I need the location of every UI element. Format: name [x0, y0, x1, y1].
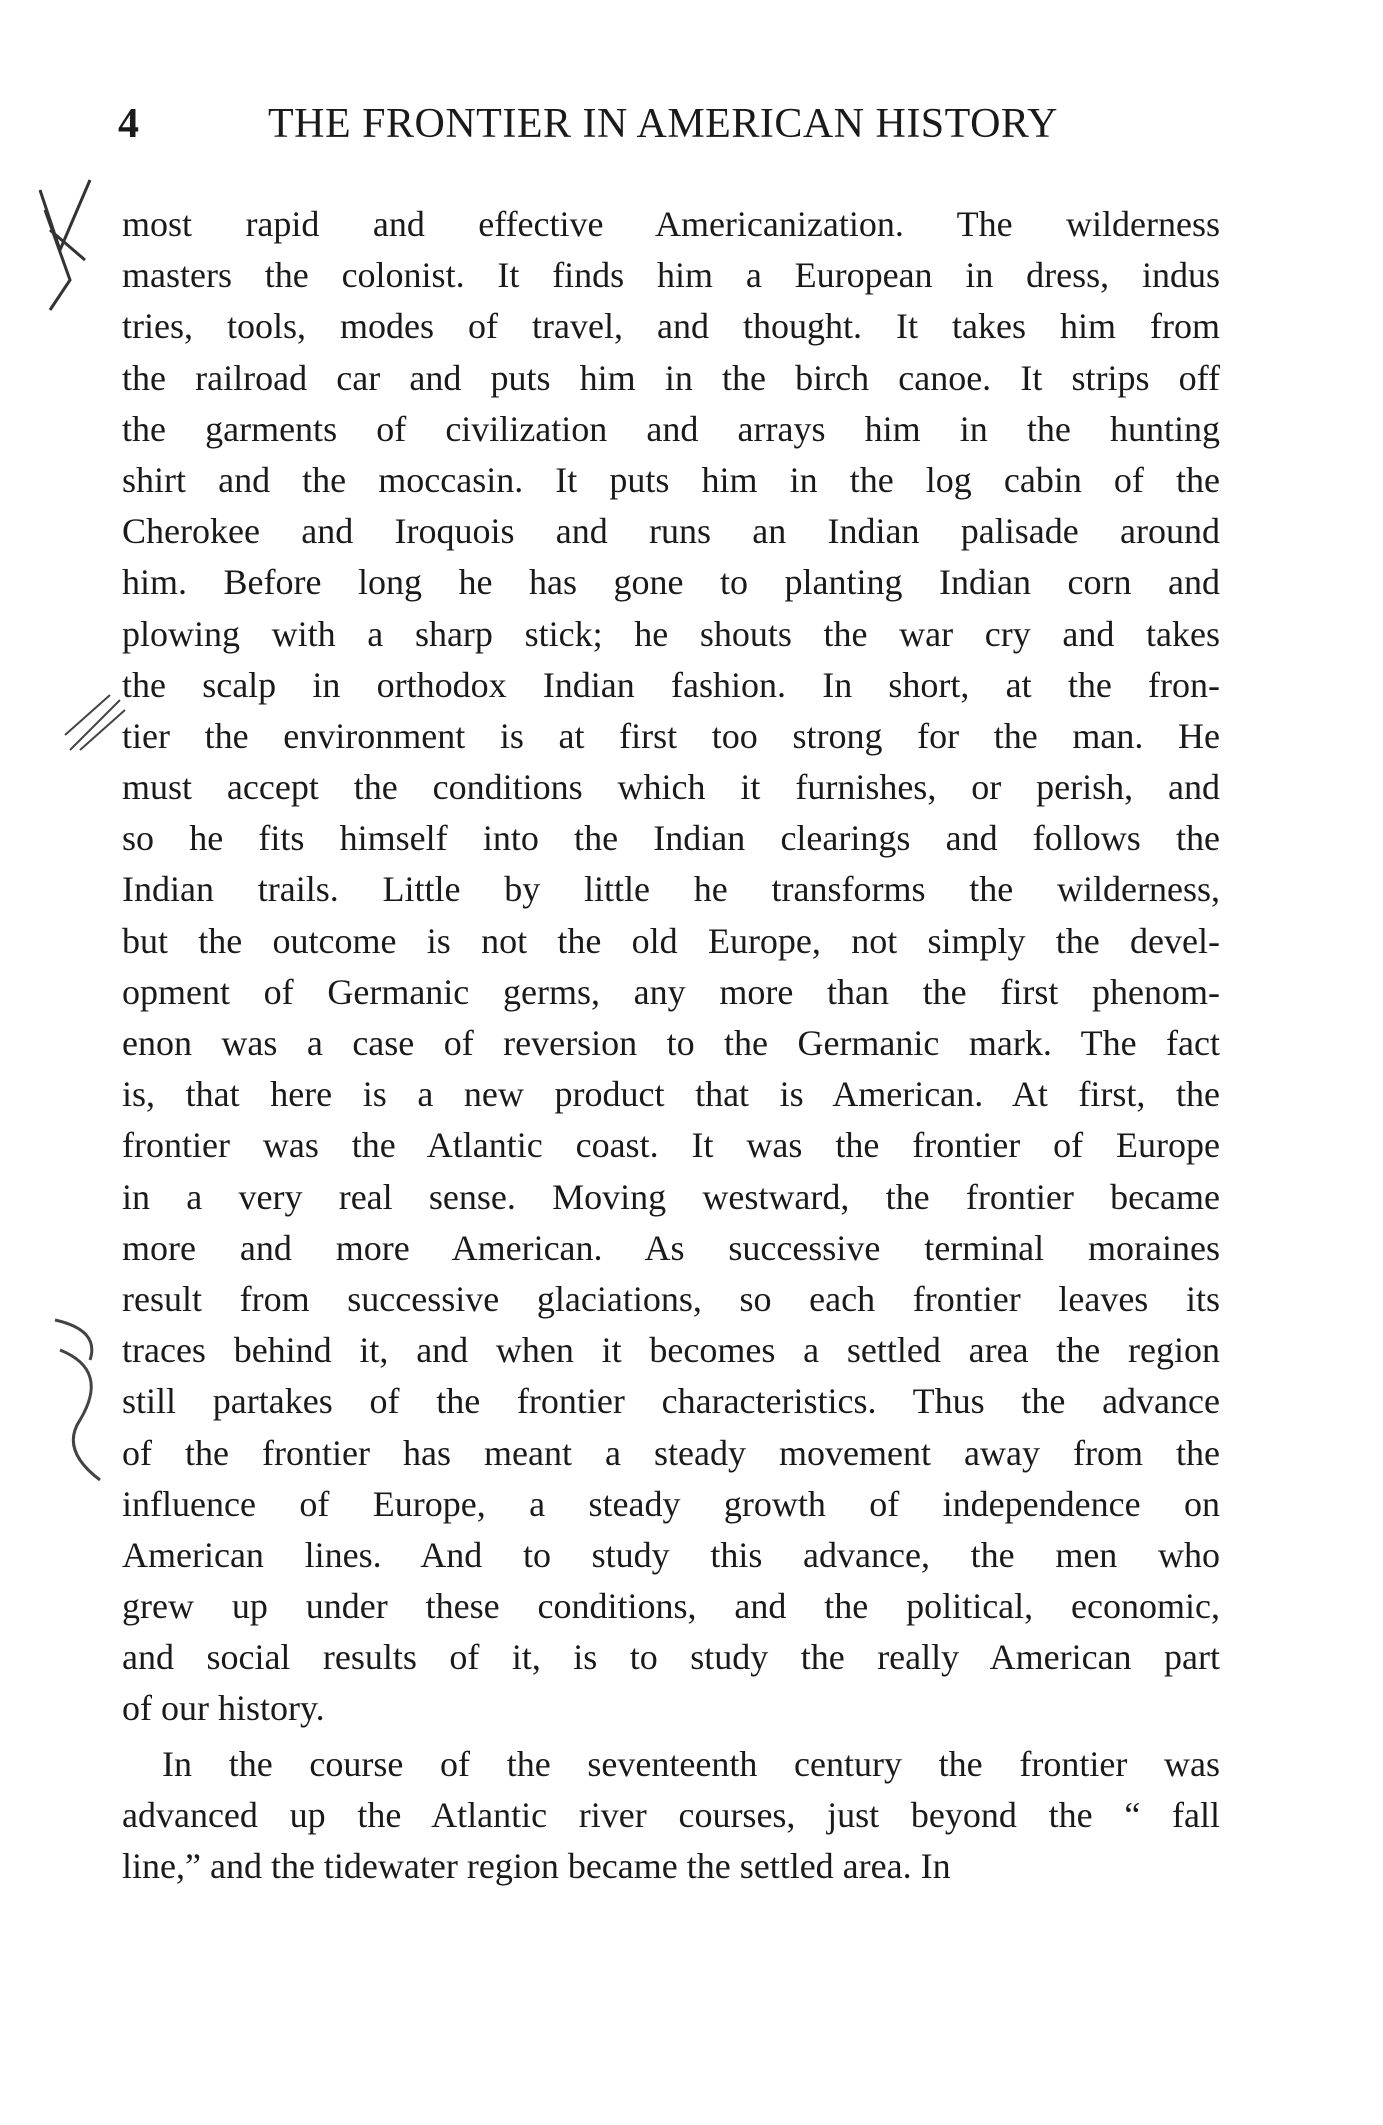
page-header	[118, 100, 1228, 160]
margin-bracket-mark	[40, 1310, 130, 1490]
text-line: the scalp in orthodox Indian fashion. In short, at the fron-	[122, 664, 1220, 705]
text-line: in a very real sense. Moving westward, the frontier became	[122, 1176, 1220, 1217]
text-line: most rapid and effective Americanization. The wilderness	[122, 204, 1220, 244]
text-line: Indian trails. Little by little he transforms the wilderness,	[122, 869, 1220, 910]
text-line: still partakes of the frontier characteristics. Thus the advance	[122, 1381, 1220, 1422]
text-line: plowing with a sharp stick; he shouts the war cry and takes	[122, 613, 1220, 654]
text-line: influence of Europe, a steady growth of independence on	[122, 1483, 1220, 1524]
text-line: advanced up the Atlantic river courses, just beyond the “ fall	[122, 1794, 1220, 1835]
page-number: 4	[118, 101, 140, 147]
text-line: but the outcome is not the old Europe, not simply the devel-	[122, 920, 1220, 961]
text-line: so he fits himself into the Indian clearings and follows the	[122, 818, 1220, 859]
text-line: result from successive glaciations, so each frontier leaves its	[122, 1278, 1220, 1319]
text-line: opment of Germanic germs, any more than the first phenom-	[122, 971, 1220, 1012]
text-line: masters the colonist. It finds him a European in dress, indus	[122, 255, 1220, 296]
text-line: him. Before long he has gone to planting Indian corn and	[122, 562, 1220, 603]
text-line: enon was a case of reversion to the Germanic mark. The fact	[122, 1023, 1220, 1063]
text-line: grew up under these conditions, and the political, economic,	[122, 1586, 1220, 1627]
running-title: THE FRONTIER IN AMERICAN HISTORY	[268, 101, 1058, 147]
text-line: frontier was the Atlantic coast. It was the frontier of Europe	[122, 1125, 1220, 1166]
text-line: traces behind it, and when it becomes a settled area the region	[122, 1330, 1220, 1371]
text-line: tier the environment is at first too strong for the man. He	[122, 715, 1220, 756]
margin-hash-mark	[60, 690, 130, 760]
text-line: American lines. And to study this advance, the men who	[122, 1534, 1220, 1575]
text-line: of the frontier has meant a steady movement away from the	[122, 1432, 1220, 1473]
text-line: must accept the conditions which it furnishes, or perish, and	[122, 767, 1220, 808]
text-line: and social results of it, is to study the really American part	[122, 1637, 1220, 1678]
text-line: line,” and the tidewater region became the settled area. In	[122, 1846, 951, 1886]
body-text	[122, 199, 1220, 1892]
text-line: more and more American. As successive terminal moraines	[122, 1227, 1220, 1268]
text-line: the railroad car and puts him in the birch canoe. It strips off	[122, 357, 1220, 398]
text-line: the garments of civilization and arrays him in the hunting	[122, 408, 1220, 449]
text-line: Cherokee and Iroquois and runs an Indian palisade around	[122, 511, 1220, 552]
margin-check-mark	[30, 170, 110, 320]
text-line: In the course of the seventeenth century the frontier was	[162, 1743, 1220, 1784]
text-line: is, that here is a new product that is American. At first, the	[122, 1074, 1220, 1115]
text-line: tries, tools, modes of travel, and thought. It takes him from	[122, 306, 1220, 347]
text-line: shirt and the moccasin. It puts him in the log cabin of the	[122, 459, 1220, 500]
text-line: of our history.	[122, 1688, 325, 1729]
